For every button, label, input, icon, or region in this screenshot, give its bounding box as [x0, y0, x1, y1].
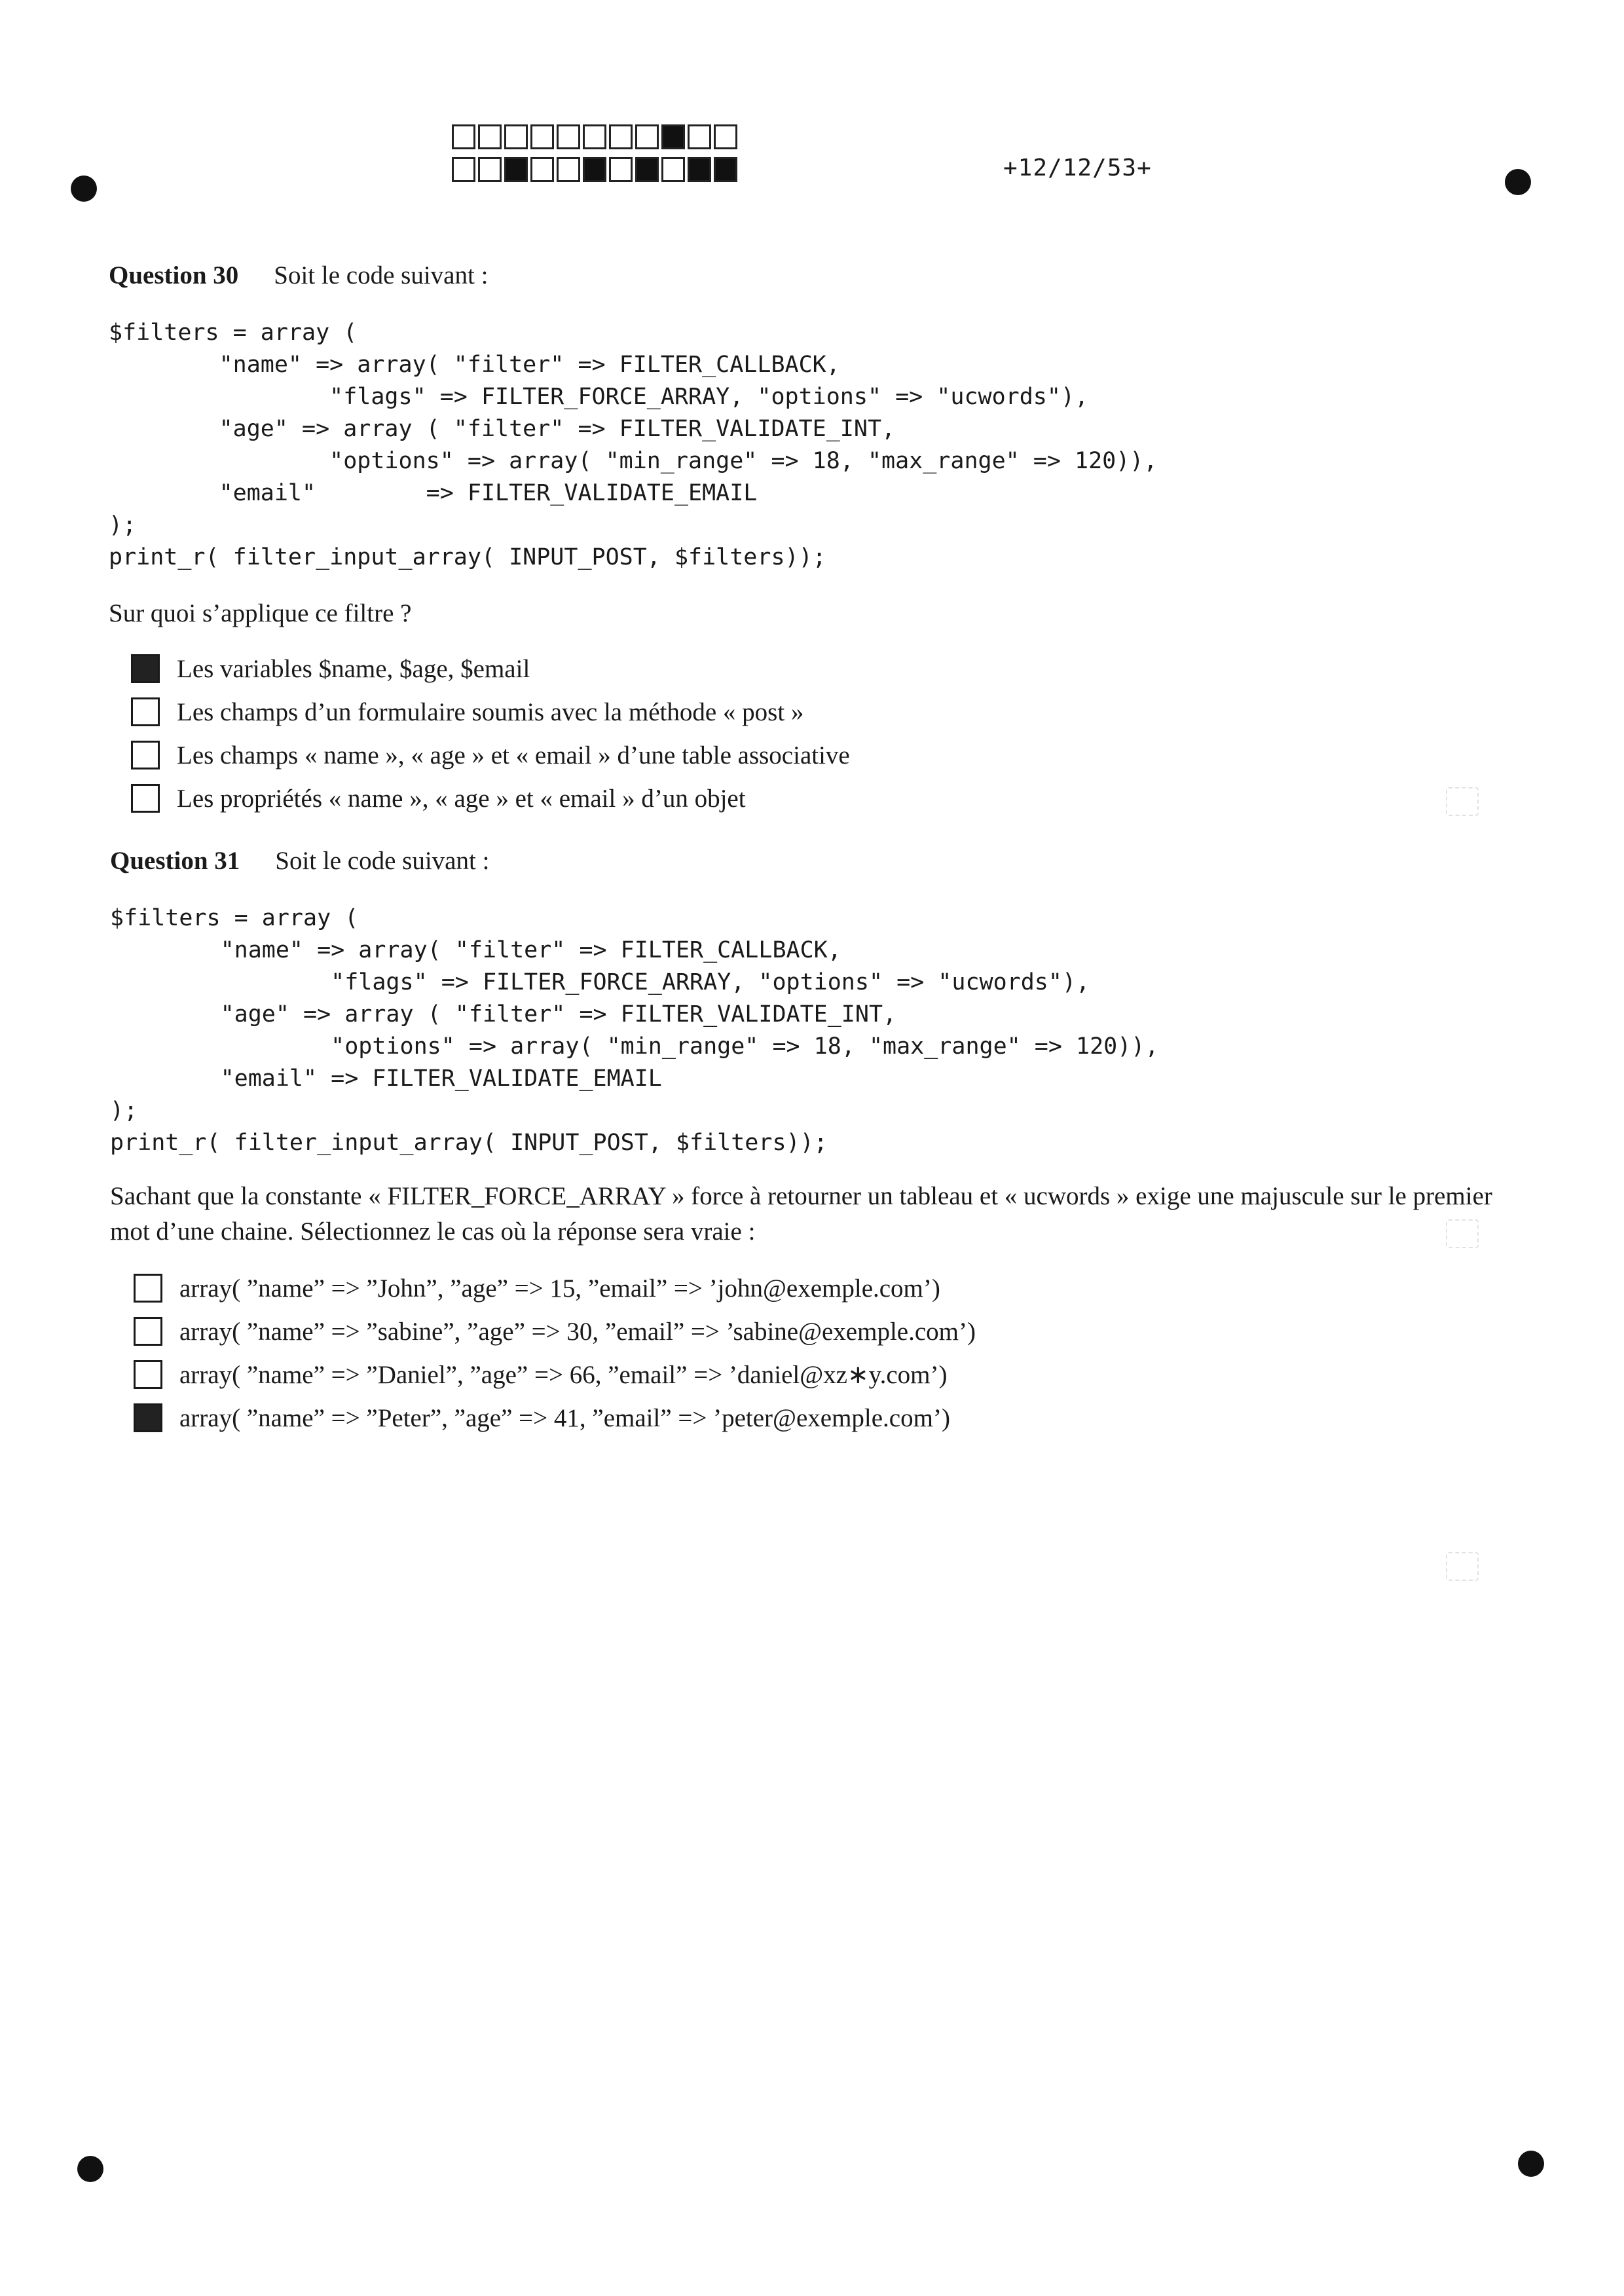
question-31-header — [110, 846, 489, 876]
barcode-top-row — [452, 124, 740, 149]
answer-option-label: Les propriétés « name », « age » et « email » d’un objet — [177, 784, 746, 813]
barcode-cell — [478, 157, 502, 182]
barcode-cell — [714, 124, 737, 149]
registration-mark-top-left — [71, 176, 97, 202]
barcode-cell — [714, 157, 737, 182]
checked-checkbox[interactable] — [134, 1403, 162, 1432]
question-number: Question 31 — [110, 847, 240, 875]
barcode-bottom-row — [452, 157, 740, 182]
barcode-cell — [583, 157, 606, 182]
scan-artifact — [1446, 1552, 1479, 1581]
barcode-cell — [635, 157, 659, 182]
barcode-cell — [452, 124, 475, 149]
barcode-cell — [557, 157, 580, 182]
registration-mark-bottom-right — [1518, 2151, 1544, 2177]
barcode-cell — [661, 124, 685, 149]
scan-artifact — [1446, 787, 1479, 816]
barcode-cell — [504, 124, 528, 149]
barcode-cell — [609, 157, 633, 182]
barcode-cell — [530, 157, 554, 182]
answer-option[interactable] — [131, 733, 850, 777]
question-30-code: $filters = array ( "name" => array( "filter" => FILTER_CALLBACK, "flags" => FILTER_FORCE_ARRAY, "options" => "ucwords"), "age" => array ( "filter" => FILTER_VALIDATE_INT, "options" => array( "min_range" => 18, "max_range" => 120)), "email" => FILTER_VALIDATE_EMAIL ); print_r( filter_input_array( INPUT_POST, $filters)); — [109, 320, 1158, 570]
registration-mark-bottom-left — [77, 2156, 103, 2182]
answer-option[interactable] — [134, 1310, 976, 1353]
page-code: +12/12/53+ — [1003, 155, 1152, 181]
barcode-cell — [688, 124, 711, 149]
answer-option-label: array( ”name” => ”Daniel”, ”age” => 66, ”email” => ’daniel@xz∗y.com’) — [179, 1360, 948, 1389]
question-30-options — [131, 647, 850, 820]
answer-option-label: array( ”name” => ”John”, ”age” => 15, ”email” => ’john@exemple.com’) — [179, 1274, 940, 1303]
question-31-options — [134, 1267, 976, 1439]
answer-option[interactable] — [134, 1396, 976, 1439]
checkbox[interactable] — [131, 697, 160, 726]
registration-mark-top-right — [1505, 169, 1531, 195]
question-31-code: $filters = array ( "name" => array( "filter" => FILTER_CALLBACK, "flags" => FILTER_FORCE_ARRAY, "options" => "ucwords"), "age" => array ( "filter" => FILTER_VALIDATE_INT, "options" => array( "min_range" => 18, "max_range" => 120)), "email" => FILTER_VALIDATE_EMAIL ); print_r( filter_input_array( INPUT_POST, $filters)); — [110, 905, 1159, 1156]
answer-option-label: Les champs d’un formulaire soumis avec la méthode « post » — [177, 697, 804, 726]
checkbox[interactable] — [131, 784, 160, 813]
question-intro: Soit le code suivant : — [275, 847, 490, 875]
barcode-cell — [688, 157, 711, 182]
question-31-prompt: Sachant que la constante « FILTER_FORCE_ARRAY » force à retourner un tableau et « ucwords » exige une majuscule sur le premier mot d’une chaine. Sélectionnez le cas où la réponse sera vraie : — [110, 1182, 1492, 1246]
barcode-cell — [661, 157, 685, 182]
checkbox[interactable] — [134, 1360, 162, 1389]
answer-option[interactable] — [131, 777, 850, 820]
answer-option[interactable] — [134, 1353, 976, 1396]
checkbox[interactable] — [134, 1317, 162, 1346]
barcode-cell — [504, 157, 528, 182]
answer-option[interactable] — [131, 690, 850, 733]
answer-option-label: array( ”name” => ”Peter”, ”age” => 41, ”email” => ’peter@exemple.com’) — [179, 1403, 950, 1432]
checkbox[interactable] — [131, 741, 160, 769]
barcode-cell — [609, 124, 633, 149]
barcode-cell — [557, 124, 580, 149]
barcode-cell — [478, 124, 502, 149]
answer-option-label: Les champs « name », « age » et « email » d’une table associative — [177, 741, 850, 769]
checkbox[interactable] — [134, 1274, 162, 1303]
question-number: Question 30 — [109, 261, 239, 289]
barcode-cell — [583, 124, 606, 149]
barcode-cell — [530, 124, 554, 149]
barcode-cell — [635, 124, 659, 149]
question-30-prompt: Sur quoi s’applique ce filtre ? — [109, 599, 412, 627]
question-intro: Soit le code suivant : — [274, 261, 489, 289]
answer-option-label: Les variables $name, $age, $email — [177, 654, 530, 683]
answer-option[interactable] — [134, 1267, 976, 1310]
question-30-header — [109, 261, 488, 290]
answer-option-label: array( ”name” => ”sabine”, ”age” => 30, ”email” => ’sabine@exemple.com’) — [179, 1317, 976, 1346]
checked-checkbox[interactable] — [131, 654, 160, 683]
barcode-cell — [452, 157, 475, 182]
answer-option[interactable] — [131, 647, 850, 690]
